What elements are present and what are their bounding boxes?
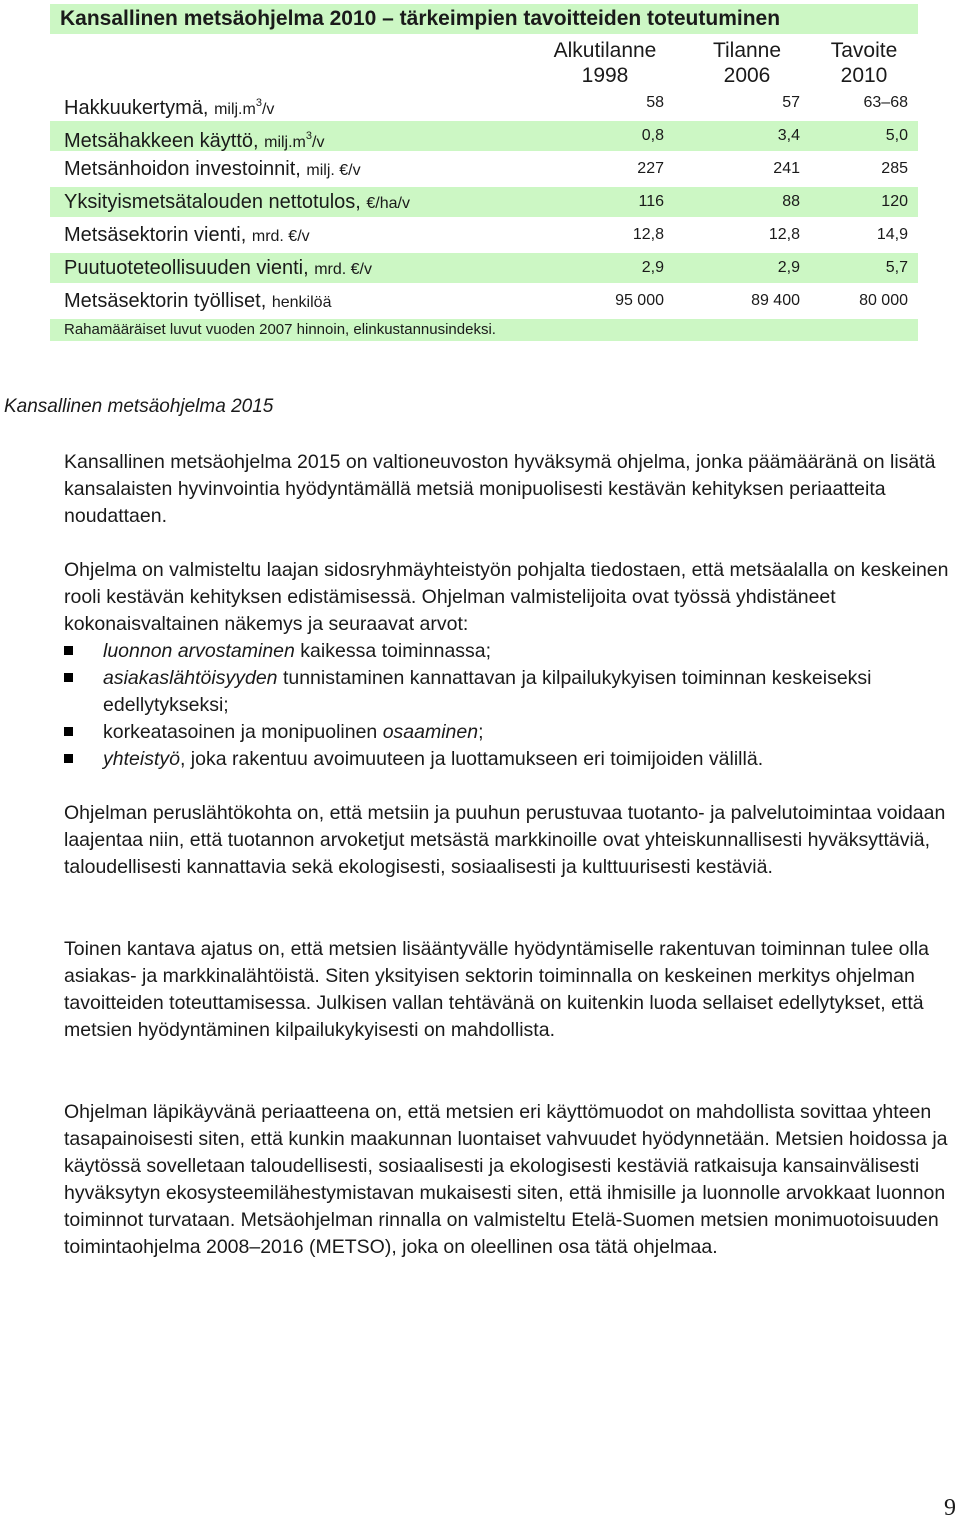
row-label	[64, 121, 324, 158]
cell-2010: 5,0	[885, 127, 908, 144]
list-item	[64, 746, 954, 773]
table-row	[50, 187, 918, 217]
cell-2010: 14,9	[876, 226, 908, 243]
cell-1998: 58	[646, 94, 664, 111]
cell-1998: 2,9	[641, 259, 664, 276]
column-header-1998	[540, 38, 670, 88]
row-label-text: Yksityismetsätalouden nettotulos,	[64, 191, 367, 213]
list-item	[64, 719, 954, 746]
cell-2010: 5,7	[885, 259, 908, 276]
unit-text: milj.m	[264, 134, 306, 151]
table-row	[50, 253, 918, 283]
column-header-line: Tilanne	[712, 39, 782, 62]
square-bullet-icon	[64, 727, 73, 736]
cell-2006: 88	[782, 193, 800, 210]
table-header	[50, 38, 918, 88]
column-header-line: 2010	[840, 64, 888, 87]
paragraph-1: Kansallinen metsäohjelma 2015 on valtioneuvoston hyväksymä ohjelma, jonka päämääränä on lisätä kansalaisten hyvinvointia hyödyntämällä metsiä monipuolisesti kestävän kehityksen periaatteita noudattaen.	[64, 451, 936, 527]
column-header-2010	[810, 38, 918, 88]
table-row	[50, 286, 918, 316]
unit-superscript: 3	[305, 130, 312, 142]
cell-1998: 12,8	[632, 226, 664, 243]
row-unit: milj. €/v	[306, 162, 361, 179]
list-item	[64, 665, 954, 719]
row-label	[64, 253, 372, 285]
column-header-line: 1998	[581, 64, 629, 87]
list-item-text: tunnistaminen kannattavan ja kilpailukykyisen toiminnan keskeiseksi edellytykseksi;	[103, 667, 872, 716]
paragraph-3: Ohjelman peruslähtökohta on, että metsiin ja puuhun perustuvaa tuotanto- ja palvelutoimintaa voidaan laajentaa niin, että tuotannon arvoketjut metsästä markkinoille ovat yhteiskunnallisesti hyväksyttäviä, taloudellisesti kannattavia sekä ekologisesti, sosiaalisesti ja kulttuurisesti kestäviä.	[64, 802, 946, 878]
cell-2006: 241	[773, 160, 800, 177]
row-label-text: Metsänhoidon investoinnit,	[64, 158, 307, 180]
row-label-text: Hakkuukertymä,	[64, 97, 215, 119]
row-label-text: Metsäsektorin työlliset,	[64, 290, 272, 312]
list-item-text: korkeatasoinen ja monipuolinen	[103, 721, 383, 743]
cell-2006: 12,8	[768, 226, 800, 243]
square-bullet-icon	[64, 646, 73, 655]
cell-1998: 0,8	[641, 127, 664, 144]
table-row	[50, 88, 918, 118]
cell-2010: 80 000	[859, 292, 908, 309]
table-title: Kansallinen metsäohjelma 2010 – tärkeimpien tavoitteiden toteutuminen	[50, 4, 918, 34]
paragraph-4: Toinen kantava ajatus on, että metsien lisääntyvälle hyödyntämiselle rakentuvan toiminnan tulee olla asiakas- ja markkinalähtöistä. Siten yksityisen sektorin toiminnalla on keskeinen merkitys ohjelman tavoitteiden toteuttamisessa. Julkisen vallan tehtävänä on kuitenkin luoda sellaiset edellytykset, että metsien hyödyntäminen kilpailukykyisesti on mahdollista.	[64, 938, 930, 1041]
unit-text: milj.m	[214, 101, 256, 118]
section-heading: Kansallinen metsäohjelma 2015	[4, 396, 274, 417]
row-unit: henkilöä	[271, 294, 332, 311]
cell-1998: 95 000	[615, 292, 664, 309]
list-item	[64, 638, 954, 665]
paragraph-5: Ohjelman läpikäyvänä periaatteena on, että metsien eri käyttömuodot on mahdollista sovittaa yhteen tasapainoisesti siten, että kunkin maakunnan luontaiset vahvuudet hyödynnetään. Metsien hoidossa ja käytössä sovelletaan taloudellisesti, sosiaalisesti ja ekologisesti kestäviä ratkaisuja kansainvälisesti hyväksytyn ekosysteemilähestymistavan mukaisesti siten, että ihmisille ja luonnolle arvokkaat luonnon toiminnot turvataan. Metsäohjelman rinnalla on valmisteltu Etelä-Suomen metsien monimuotoisuuden toimintaohjelma 2008–2016 (METSO), joka on oleellinen osa tätä ohjelmaa.	[64, 1101, 948, 1258]
column-header-line: Alkutilanne	[553, 39, 657, 62]
unit-superscript: 3	[255, 97, 262, 109]
table-note: Rahamääräiset luvut vuoden 2007 hinnoin, elinkustannusindeksi.	[50, 319, 918, 341]
table-row	[50, 121, 918, 151]
table-row	[50, 220, 918, 250]
list-item-text: , joka rakentuu avoimuuteen ja luottamukseen eri toimijoiden välillä.	[179, 748, 764, 770]
row-unit	[214, 97, 275, 118]
cell-2006: 57	[782, 94, 800, 111]
list-item-emphasis: luonnon arvostaminen	[103, 640, 295, 662]
cell-2010: 120	[881, 193, 908, 210]
cell-2006: 89 400	[751, 292, 800, 309]
cell-1998: 227	[637, 160, 664, 177]
values-list	[64, 638, 954, 773]
page-number: 9	[944, 1495, 956, 1521]
unit-suffix: /v	[261, 101, 275, 118]
row-label-text: Metsäsektorin vienti,	[64, 224, 252, 246]
row-label	[64, 88, 274, 125]
row-label	[64, 187, 410, 219]
row-label	[64, 154, 361, 186]
list-item-emphasis: asiakaslähtöisyyden	[103, 667, 278, 689]
goals-table	[50, 4, 918, 341]
row-unit: mrd. €/v	[251, 228, 310, 245]
list-item-text: ;	[478, 721, 484, 743]
column-header-2006	[688, 38, 806, 88]
paragraph-2: Ohjelma on valmisteltu laajan sidosryhmäyhteistyön pohjalta tiedostaen, että metsäalalla on keskeinen rooli kestävän kehityksen edistämisessä. Ohjelman valmistelijoita ovat työssä yhdistäneet kokonaisvaltainen näkemys ja seuraavat arvot:	[64, 559, 949, 635]
cell-1998: 116	[638, 193, 664, 210]
row-unit: mrd. €/v	[314, 261, 372, 278]
row-label-text: Metsähakkeen käyttö,	[64, 130, 265, 152]
list-item-emphasis: yhteistyö	[103, 748, 180, 770]
row-label	[64, 220, 310, 252]
square-bullet-icon	[64, 754, 73, 763]
list-item-emphasis: osaaminen	[382, 721, 479, 743]
cell-2010: 63–68	[863, 94, 908, 111]
row-unit	[264, 130, 325, 151]
cell-2006: 3,4	[777, 127, 800, 144]
cell-2010: 285	[881, 160, 908, 177]
list-item-text: kaikessa toiminnassa;	[294, 640, 492, 662]
unit-suffix: /v	[312, 134, 325, 151]
column-header-line: 2006	[723, 64, 771, 87]
table-row	[50, 154, 918, 184]
cell-2006: 2,9	[777, 259, 800, 276]
column-header-line: Tavoite	[830, 39, 898, 62]
square-bullet-icon	[64, 673, 73, 682]
row-unit: €/ha/v	[366, 195, 410, 212]
row-label-text: Puutuoteteollisuuden vienti,	[64, 257, 315, 279]
row-label	[64, 286, 331, 318]
